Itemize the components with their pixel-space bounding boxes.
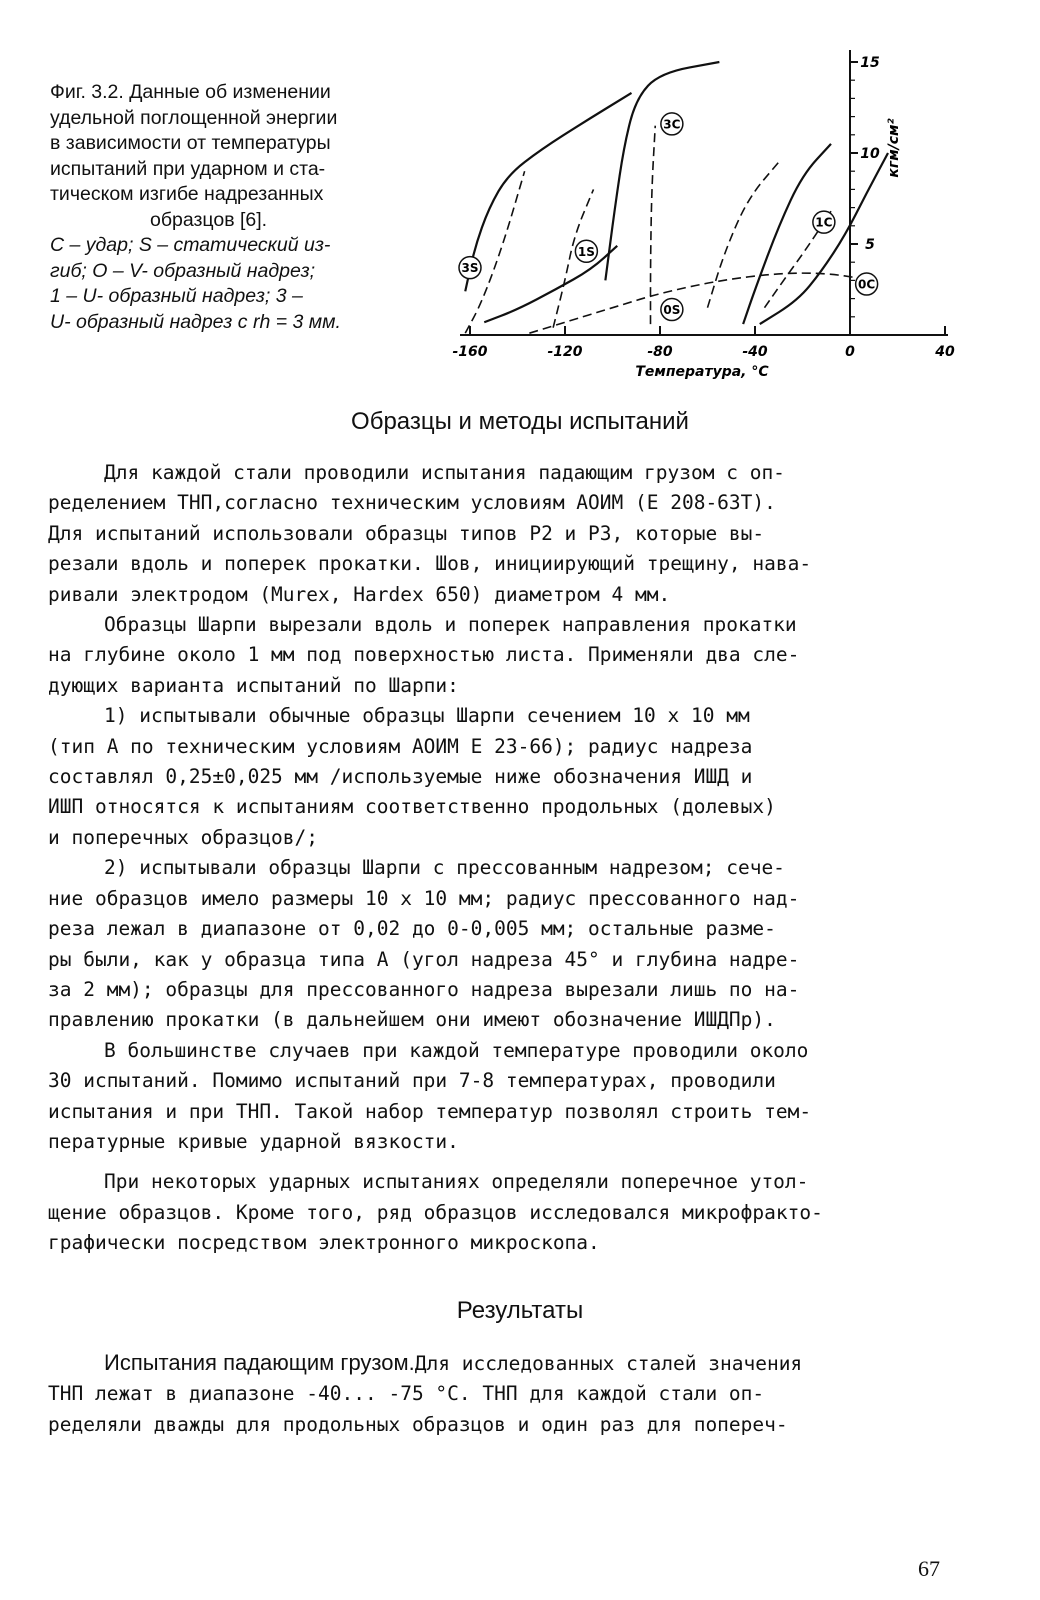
caption-line: образцов [6]. xyxy=(150,208,268,231)
curve-label: 1C xyxy=(815,215,833,230)
text-line: за 2 мм); образцы для прессованного надреза вырезали лишь по на- xyxy=(48,977,800,1001)
text-line: щение образцов. Кроме того, ряд образцов исследовался микрофракто- xyxy=(48,1200,823,1224)
text-line: составлял 0,25±0,025 мм /используемые ниже обозначения ИШД и xyxy=(48,765,753,789)
x-tick-label: 40 xyxy=(935,344,955,360)
paragraph xyxy=(48,1348,973,1440)
text-line: на глубине около 1 мм под поверхностью листа. Применяли два сле- xyxy=(48,643,800,667)
curve-1s-solid xyxy=(484,246,617,322)
text-line: реза лежал в диапазоне от 0,02 до 0-0,005 мм; остальные разме- xyxy=(48,917,776,941)
text-line: 2) испытывали образцы Шарпи с прессованным надрезом; сече- xyxy=(104,856,785,880)
text-line: ТНП лежат в диапазоне -40... -75 °С. ТНП для каждой стали оп- xyxy=(48,1382,765,1406)
x-tick-label: -120 xyxy=(547,344,583,360)
curve-label: 1S xyxy=(577,244,595,259)
text-line: 1) испытывали обычные образцы Шарпи сечением 10 х 10 мм xyxy=(104,704,750,728)
curve-1c-dashed xyxy=(708,162,779,308)
results-text xyxy=(48,1348,973,1440)
text-line: ние образцов имело размеры 10 х 10 мм; радиус прессованного над- xyxy=(48,886,800,910)
text-line: правлению прокатки (в дальнейшем они имеют обозначение ИШДПр). xyxy=(48,1008,776,1032)
caption-line: тическом изгибе надрезанных xyxy=(50,183,324,205)
energy-temperature-chart xyxy=(440,30,1000,390)
text-line: графически посредством электронного микроскопа. xyxy=(48,1231,600,1255)
text-line: 30 испытаний. Помимо испытаний при 7-8 температурах, проводили xyxy=(48,1069,776,1093)
results-subheading: Испытания падающим грузом. xyxy=(104,1350,415,1375)
methods-text xyxy=(48,458,973,1259)
x-tick-label: -40 xyxy=(742,344,768,360)
text-line: ривали электродом (Murex, Hardex 650) диаметром 4 мм. xyxy=(48,582,671,606)
text-line: ределяли дважды для продольных образцов и один раз для попереч- xyxy=(48,1412,788,1436)
y-tick-label: 5 xyxy=(865,237,875,253)
text-line: резали вдоль и поперек прокатки. Шов, инициирующий трещину, нава- xyxy=(48,552,812,576)
caption-legend-line: U- образный надрез с rh = 3 мм. xyxy=(50,310,341,333)
curve-label: 0C xyxy=(858,277,876,292)
x-tick-label: -80 xyxy=(647,344,673,360)
text-line: (тип А по техническим условиям АОИМ Е 23-66); радиус надреза xyxy=(48,734,753,758)
paragraph xyxy=(48,1167,973,1258)
section-heading-samples: Образцы и методы испытаний xyxy=(351,408,689,435)
paragraph xyxy=(48,853,973,1035)
x-tick-label: -160 xyxy=(452,344,488,360)
curve-3c-solid xyxy=(605,62,719,280)
y-tick-label: 15 xyxy=(860,55,880,71)
curve-1c-solid xyxy=(743,144,831,324)
y-axis-label: кгм/см² xyxy=(886,118,902,178)
text-fragment: Для исследованных сталей значения xyxy=(414,1352,803,1375)
curve-3c-dashed xyxy=(651,126,656,324)
text-line: ределением ТНП,согласно техническим условиям АОИМ (Е 208-63Т). xyxy=(48,491,776,515)
x-tick-label: 0 xyxy=(845,344,855,360)
paragraph xyxy=(48,458,973,610)
text-line: В большинстве случаев при каждой температуре проводили около xyxy=(104,1038,809,1062)
paragraph xyxy=(48,610,973,701)
curve-label: 3S xyxy=(461,261,479,276)
text-line: испытания и при ТНП. Такой набор температур позволял строить тем- xyxy=(48,1099,812,1123)
caption-legend-line: 1 – U- образный надрез; 3 – xyxy=(50,285,303,307)
caption-line: Фиг. 3.2. Данные об изменении xyxy=(50,81,331,103)
curve-label: 3C xyxy=(663,117,681,132)
text-line: При некоторых ударных испытаниях определяли поперечное утол- xyxy=(104,1170,809,1194)
caption-legend-line: C – удар; S – статический из- xyxy=(50,234,331,256)
text-line: Образцы Шарпи вырезали вдоль и поперек направления прокатки xyxy=(104,613,797,637)
text-line: пературные кривые ударной вязкости. xyxy=(48,1129,459,1153)
text-line: Для каждой стали проводили испытания падающим грузом с оп- xyxy=(104,461,785,484)
caption-legend-line: гиб; O – V- образный надрез; xyxy=(50,259,316,282)
x-axis-label: Температура, °C xyxy=(635,364,769,380)
text-line: Для испытаний использовали образцы типов Р2 и Р3, которые вы- xyxy=(48,521,765,545)
figure-caption xyxy=(50,80,435,335)
text-line: ИШП относятся к испытаниям соответственно продольных (долевых) xyxy=(48,795,776,819)
caption-line: удельной поглощенной энергии xyxy=(50,106,338,129)
caption-line: испытаний при ударном и ста- xyxy=(50,157,326,180)
paragraph xyxy=(48,1036,973,1158)
text-line xyxy=(48,1348,973,1379)
text-line: и поперечных образцов/; xyxy=(48,825,319,849)
page-number: 67 xyxy=(918,1556,940,1581)
text-line: ры были, как у образца типа А (угол надреза 45° и глубина надре- xyxy=(48,947,800,971)
curve-3s-solid xyxy=(465,93,631,291)
y-tick-label: 10 xyxy=(860,146,880,162)
caption-line: в зависимости от температуры xyxy=(50,132,331,154)
paragraph xyxy=(48,701,973,853)
text-line: дующих варианта испытаний по Шарпи: xyxy=(48,673,459,697)
section-heading-results: Результаты xyxy=(456,1297,584,1324)
curve-label: 0S xyxy=(663,303,681,318)
